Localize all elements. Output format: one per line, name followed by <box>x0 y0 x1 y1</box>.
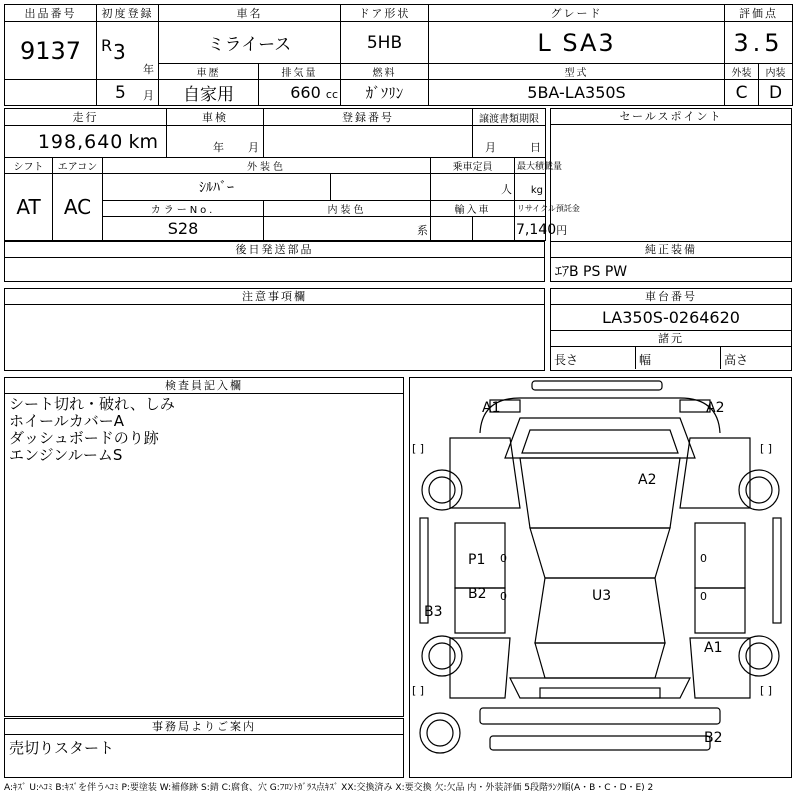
mileage-unit: km <box>128 130 159 153</box>
score-label: 評価点 <box>725 5 793 22</box>
inspector-note: ホイールカバーA <box>9 412 124 430</box>
right-front-wheel-shape <box>739 470 779 510</box>
inspector-box <box>4 377 404 717</box>
inspector-note: エンジンルームS <box>9 446 123 464</box>
right-sill-shape <box>773 518 781 623</box>
model-label: 型式 <box>429 64 725 80</box>
genuine-box <box>550 241 792 282</box>
transfer-cell <box>473 126 546 158</box>
zero-mark: 0 <box>500 552 507 565</box>
rear-window-shape <box>535 643 665 678</box>
later-parts-box <box>4 241 545 282</box>
ac-label: エアコン <box>53 158 103 174</box>
capacity-unit: 人 <box>501 182 513 196</box>
genuine-label: 純正装備 <box>551 242 791 258</box>
left-rear-wheel-inner-shape <box>429 643 455 669</box>
max-load-unit: kg <box>530 184 544 196</box>
car-diagram-drawing <box>410 378 791 777</box>
mark-b2-bottom: B2 <box>704 730 723 746</box>
height-label: 高さ <box>724 353 749 367</box>
front-bumper-shape <box>532 381 662 390</box>
transfer-label: 譲渡書類期限 <box>473 109 546 126</box>
bracket-mark: [ ] <box>760 442 773 455</box>
car-name: ミライース <box>159 22 341 64</box>
right-front-fender-shape <box>680 438 750 508</box>
inner-grille-shape <box>522 430 678 453</box>
mark-a2-hood: A2 <box>638 472 657 488</box>
interior-label: 内装 <box>759 64 793 80</box>
displacement-unit: cc <box>325 88 338 101</box>
capacity-label: 乗車定員 <box>431 158 515 174</box>
exterior-label: 外装 <box>725 64 759 80</box>
mark-b3: B3 <box>424 604 443 620</box>
history-label: 車歴 <box>159 64 259 80</box>
max-load-cell <box>515 174 546 200</box>
later-parts-label: 後日発送部品 <box>5 242 544 258</box>
displacement-cell <box>259 80 341 106</box>
rear-bumper-lower-shape <box>490 736 710 750</box>
ext-color-extra <box>331 174 431 200</box>
shift-value: AT <box>5 174 53 241</box>
reg-no-label: 登録番号 <box>264 109 473 126</box>
capacity-cell <box>431 174 515 200</box>
mark-b2-left: B2 <box>468 586 487 602</box>
spare-wheel-inner-shape <box>427 720 453 746</box>
inspector-label: 検査員記入欄 <box>5 378 403 394</box>
import-cell-a <box>431 216 473 240</box>
mileage-label: 走行 <box>5 109 167 126</box>
spare-wheel-shape <box>420 713 460 753</box>
office-value: 売切りスタート <box>9 739 115 757</box>
rear-bumper-shape <box>480 708 720 724</box>
zero-mark: 0 <box>700 590 707 603</box>
zero-mark: 0 <box>700 552 707 565</box>
sales-points-box <box>550 108 792 242</box>
interior-value: D <box>759 80 793 106</box>
displacement-label: 排気量 <box>259 64 341 80</box>
month-cell <box>97 80 159 106</box>
legend-footer: A:ｷｽﾞ U:ﾍｺﾐ B:ｷｽﾞを伴うﾍｺﾐ P:要塗装 W:補修跡 S:錆 C:腐食、穴 G:ﾌﾛﾝﾄｶﾞﾗｽ点ｷｽﾞ XX:交換済み X:要交換 欠:欠品 内・外装評価 5段階ﾗﾝｸ順(A・B・C・D・E) 2 <box>4 783 654 793</box>
car-diagram <box>409 377 792 778</box>
era-year: 3 <box>113 40 126 64</box>
ac-value: AC <box>53 174 103 241</box>
zero-mark: 0 <box>500 590 507 603</box>
recycle-value: 7,140 <box>516 221 557 238</box>
mark-a1-top: A1 <box>482 400 501 416</box>
displacement-value: 660 <box>290 83 321 102</box>
color-no-label: カラーNo. <box>103 200 264 216</box>
fuel-label: 燃料 <box>341 64 429 80</box>
mark-a1-right: A1 <box>704 640 723 656</box>
mark-u3: U3 <box>592 588 612 604</box>
recycle-unit: 円 <box>556 223 568 237</box>
transfer-day-unit: 日 <box>530 141 542 155</box>
spec-table <box>4 108 580 241</box>
length-label: 長さ <box>551 347 636 369</box>
max-load-label: 最大積載量 <box>515 158 546 174</box>
mileage-cell <box>5 126 167 158</box>
first-reg-label: 初度登録 <box>97 5 159 22</box>
bracket-mark: [ ] <box>412 442 425 455</box>
car-name-label: 車名 <box>159 5 341 22</box>
int-color-cell <box>264 216 431 240</box>
caution-box <box>4 288 545 371</box>
grade-label: グレード <box>429 5 725 22</box>
recycle-cell <box>515 216 568 240</box>
history-value: 自家用 <box>159 80 259 106</box>
caution-label: 注意事項欄 <box>5 289 544 305</box>
chassis-box <box>550 288 792 371</box>
front-grille-shape <box>505 418 695 458</box>
door-label: ドア形状 <box>341 5 429 22</box>
bracket-mark: [ ] <box>412 684 425 697</box>
windshield-shape <box>530 528 670 578</box>
int-color-label: 内装色 <box>264 200 431 216</box>
rear-plate-shape <box>540 688 660 698</box>
int-color-unit: 系 <box>417 223 429 237</box>
chassis-label: 車台番号 <box>551 289 791 305</box>
hood-shape <box>520 458 680 528</box>
inspection-month-unit: 月 <box>248 141 260 155</box>
right-rear-wheel-shape <box>739 636 779 676</box>
reg-no-value <box>264 126 473 158</box>
era-letter: R <box>101 36 113 55</box>
left-rear-wheel-shape <box>422 636 462 676</box>
left-front-wheel-shape <box>422 470 462 510</box>
inspector-note: ダッシュボードのり跡 <box>9 429 159 447</box>
mark-a2-top: A2 <box>706 400 725 416</box>
model-value: 5BA-LA350S <box>429 80 725 106</box>
chassis-value: LA350S-0264620 <box>551 305 791 331</box>
office-box <box>4 718 404 778</box>
dims-label: 諸元 <box>551 331 791 347</box>
ext-color-label: 外装色 <box>103 158 431 174</box>
shift-label: シフト <box>5 158 53 174</box>
inspection-label: 車検 <box>167 109 264 126</box>
lot-value: 9137 <box>5 22 97 80</box>
inspector-note: シート切れ・破れ、しみ <box>9 395 175 413</box>
mark-p1: P1 <box>468 552 486 568</box>
year-unit: 年 <box>143 63 154 76</box>
door-value: 5HB <box>341 22 429 64</box>
genuine-value: ｴｱB PS PW <box>555 264 628 280</box>
import-label: 輸入車 <box>431 200 515 216</box>
import-cell-b <box>473 216 515 240</box>
lot-label: 出品番号 <box>5 5 97 22</box>
left-rear-panel-shape <box>450 638 510 698</box>
transfer-month-unit: 月 <box>485 141 497 155</box>
inspection-year-unit: 年 <box>213 141 225 155</box>
month-unit: 月 <box>143 89 154 102</box>
header-table <box>4 4 793 106</box>
fuel-value: ｶﾞｿﾘﾝ <box>341 80 429 106</box>
color-no-value: S28 <box>103 216 264 240</box>
grade-value: L SA3 <box>429 22 725 64</box>
recycle-label: リサイクル預託金 <box>515 200 546 216</box>
score-value: 3.5 <box>725 22 793 64</box>
ext-color-value: ｼﾙﾊﾞｰ <box>103 174 331 200</box>
inspection-cell <box>167 126 264 158</box>
office-label: 事務局よりご案内 <box>5 719 403 735</box>
blank-lot-bottom <box>5 80 97 106</box>
dims-row <box>551 347 791 369</box>
width-label: 幅 <box>636 347 721 369</box>
exterior-value: C <box>725 80 759 106</box>
mileage-value: 198,640 <box>37 130 124 153</box>
left-front-wheel-inner-shape <box>429 477 455 503</box>
bracket-mark: [ ] <box>760 684 773 697</box>
era-cell <box>97 22 159 80</box>
month-value: 5 <box>115 83 126 103</box>
sales-points-label: セールスポイント <box>551 109 791 125</box>
